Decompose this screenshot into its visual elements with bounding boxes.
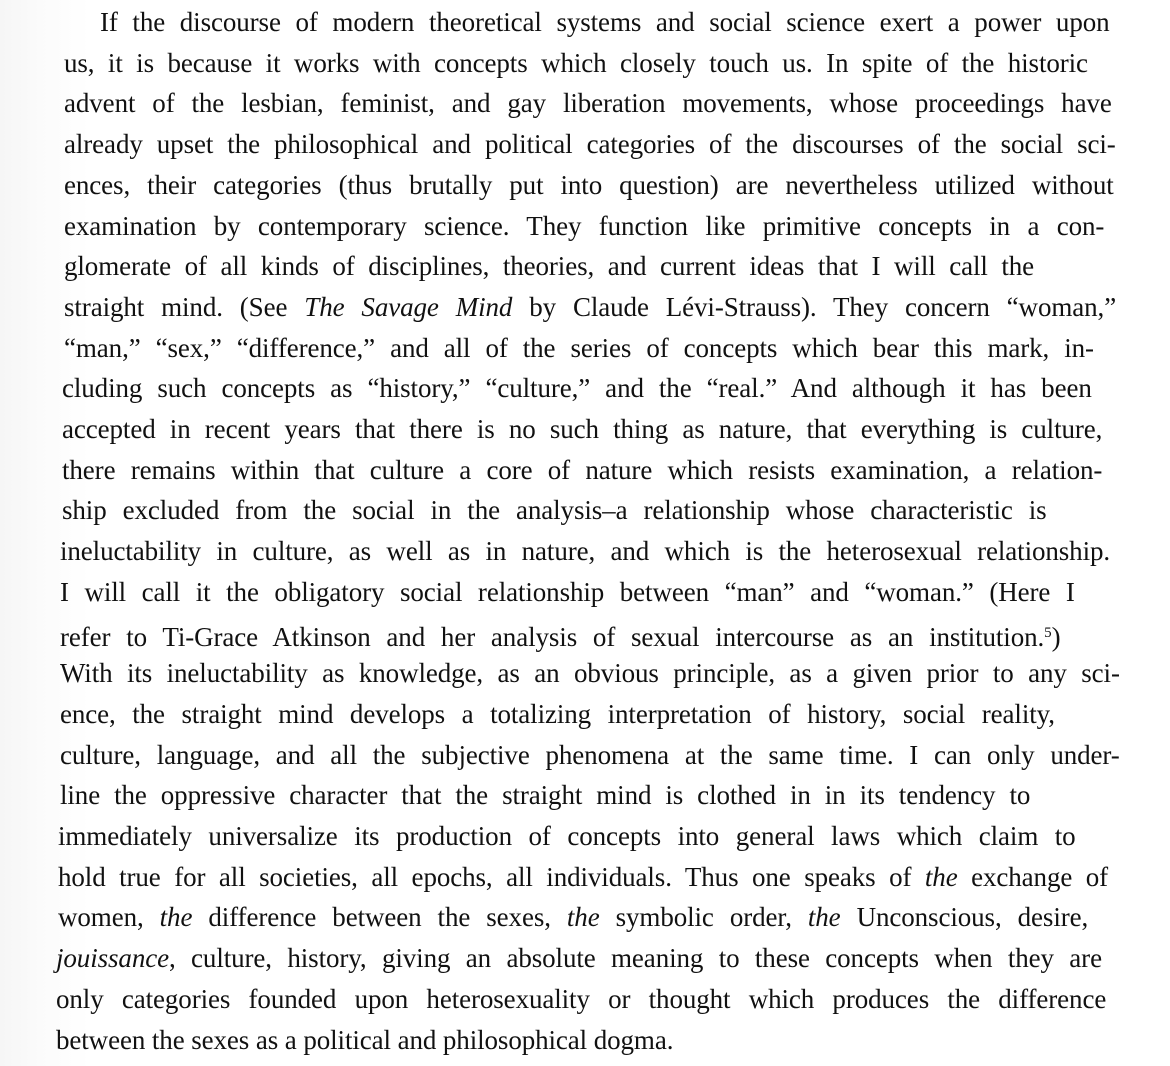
text-run: by Claude Lévi-Strauss). They concern “woman,” bbox=[512, 291, 1117, 322]
text-run: ship excluded from the social in the analysis–a relationship whose characteristic is bbox=[62, 495, 1047, 526]
text-run: immediately universalize its production of concepts into general laws which claim to bbox=[58, 821, 1076, 851]
text-run: there remains within that culture a core of nature which resists examination, a relation- bbox=[62, 454, 1103, 485]
text-run: ences, their categories (thus brutally put into question) are nevertheless utilized without bbox=[64, 169, 1114, 200]
text-line bbox=[56, 1020, 673, 1060]
text-line bbox=[64, 206, 1104, 246]
text-line bbox=[58, 897, 1088, 937]
text-line bbox=[60, 735, 1120, 775]
text-line bbox=[60, 613, 1060, 653]
text-line bbox=[64, 165, 1114, 205]
text-line bbox=[64, 43, 1088, 83]
text-line bbox=[64, 246, 1034, 286]
text-line bbox=[62, 368, 1092, 408]
italic-text: the bbox=[807, 902, 841, 933]
text-run: With its ineluctability as knowledge, as an obvious principle, as a given prior to any sci- bbox=[60, 658, 1120, 689]
text-run: difference between the sexes, bbox=[192, 902, 567, 933]
text-line bbox=[58, 857, 1108, 897]
text-run: , culture, history, giving an absolute meaning to these concepts when they are bbox=[169, 943, 1102, 974]
text-run: examination by contemporary science. They function like primitive concepts in a con- bbox=[64, 210, 1105, 241]
text-line bbox=[62, 490, 1047, 530]
text-line bbox=[56, 979, 1106, 1019]
text-run: culture, language, and all the subjective phenomena at the same time. I can only under- bbox=[60, 739, 1120, 770]
text-run: already upset the philosophical and political categories of the discourses of the social sci- bbox=[64, 129, 1116, 160]
text-run: us, it is because it works with concepts which closely touch us. In spite of the historic bbox=[64, 47, 1088, 78]
text-run: exchange of bbox=[957, 861, 1109, 892]
italic-text: the bbox=[924, 861, 958, 892]
text-line bbox=[60, 694, 1055, 734]
text-run: Unconscious, desire, bbox=[840, 902, 1089, 933]
text-run: symbolic order, bbox=[599, 902, 808, 933]
text-run: I will call it the obligatory social relationship between “man” and “woman.” (Here I bbox=[60, 576, 1075, 607]
text-line bbox=[64, 124, 1116, 164]
text-run: accepted in recent years that there is no such thing as nature, that everything is culture, bbox=[62, 414, 1103, 444]
text-line bbox=[62, 409, 1102, 449]
text-run: between the sexes as a political and philosophical dogma. bbox=[56, 1024, 674, 1055]
italic-text: the bbox=[566, 902, 600, 933]
text-run: only categories founded upon heterosexuality or thought which produces the difference bbox=[56, 983, 1107, 1014]
text-run: ) bbox=[1051, 621, 1061, 652]
italic-text: jouissance bbox=[56, 943, 169, 974]
text-run: ineluctability in culture, as well as in nature, and which is the heterosexual relationship. bbox=[60, 536, 1111, 567]
text-run: glomerate of all kinds of disciplines, theories, and current ideas that I will call the bbox=[64, 251, 1035, 282]
text-run: straight mind. (See bbox=[64, 291, 305, 322]
text-run: cluding such concepts as “history,” “culture,” and the “real.” And although it has been bbox=[62, 373, 1092, 404]
text-run: ence, the straight mind develops a totalizing interpretation of history, social reality, bbox=[60, 698, 1055, 729]
text-line bbox=[60, 653, 1120, 693]
text-line bbox=[56, 938, 1102, 978]
footnote-marker: 5 bbox=[1044, 624, 1052, 641]
text-line bbox=[60, 775, 1030, 815]
text-line bbox=[60, 572, 1075, 612]
italic-text: the bbox=[159, 902, 193, 933]
text-run: advent of the lesbian, feminist, and gay liberation movements, whose proceedings have bbox=[64, 88, 1112, 119]
text-line bbox=[64, 287, 1116, 327]
text-line bbox=[64, 83, 1112, 123]
text-line bbox=[100, 2, 1110, 42]
text-run: If the discourse of modern theoretical systems and social science exert a power upon bbox=[100, 7, 1110, 37]
text-run: hold true for all societies, all epochs, all individuals. Thus one speaks of bbox=[58, 861, 925, 892]
text-line bbox=[58, 816, 1076, 856]
text-run: “man,” “sex,” “difference,” and all of the series of concepts which bear this mark, in- bbox=[64, 332, 1094, 363]
text-line bbox=[62, 450, 1102, 490]
text-line bbox=[60, 531, 1110, 571]
text-run: women, bbox=[58, 902, 160, 933]
text-line bbox=[64, 328, 1094, 368]
text-run: line the oppressive character that the straight mind is clothed in in its tendency to bbox=[60, 780, 1031, 811]
italic-text: The Savage Mind bbox=[304, 291, 513, 322]
text-run: refer to Ti-Grace Atkinson and her analysis of sexual intercourse as an institution. bbox=[60, 621, 1045, 652]
